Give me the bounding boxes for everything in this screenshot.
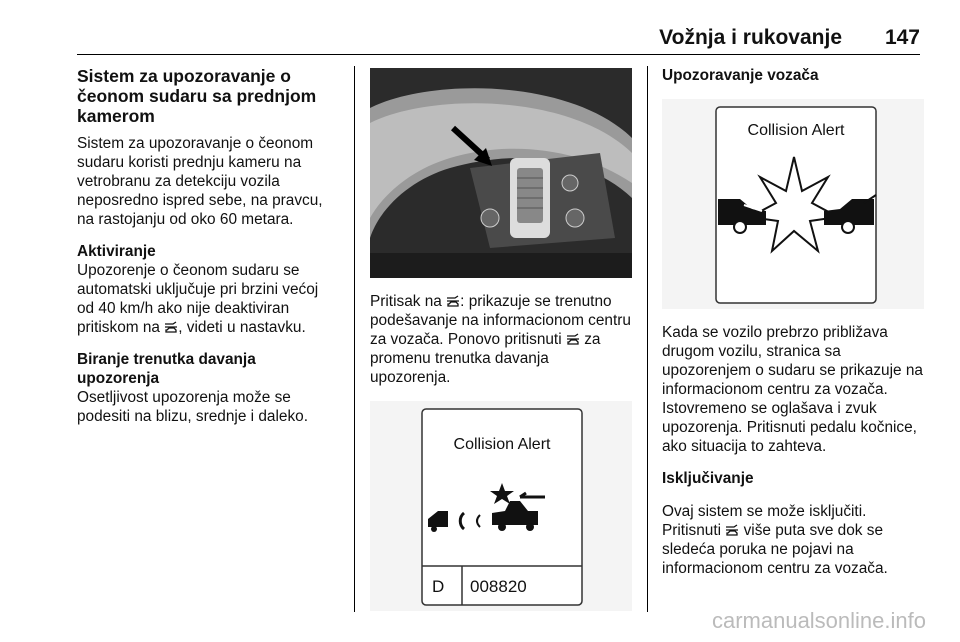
activation-paragraph [77,261,339,337]
display-setting-label: D [432,577,445,596]
car-distance-icon [566,333,580,346]
page-header [77,26,920,55]
section-title: Vožnja i rukovanje [659,26,842,49]
section-heading: Sistem za upozoravanje o čeonom sudaru sa prednjom kamerom [77,66,317,126]
display-setting-value: 008820 [470,577,527,596]
alert-setting-display [370,401,632,611]
off-text: više puta sve dok se sledeća poruka ne pojavi na informacionom centru za vozača. [662,522,888,577]
car-distance-icon [446,295,460,308]
middle-column [370,66,632,611]
watermark: carmanualsonline.info [711,608,926,633]
display-title: Collision Alert [453,436,551,453]
timing-paragraph: Osetljivost upozorenja može se podesiti na blizu, srednje i daleko. [77,389,309,425]
page-number: 147 [884,26,920,49]
intro-paragraph: Sistem za upozoravanje o čeonom sudaru koristi prednju kameru na vetrobranu za detekciju vozila neposredno ispred sebe, na pravcu, na rastojanju od oko 60 metara. [77,135,323,228]
off-text: Pritisnuti [662,522,722,539]
caption-text: : prikazuje se trenutno podešavanje na informacionom centru za vozača. Ponovo pritisnuti [370,293,631,348]
activation-text-end: , videti u nastavku. [178,319,306,336]
off-heading: Isključivanje [662,470,754,487]
warning-heading: Upozoravanje vozača [662,67,819,84]
collision-alert-display [662,99,924,309]
activation-heading: Aktiviranje [77,243,156,260]
column-divider [354,66,355,612]
caption-text: za promenu trenutka davanja upozorenja. [370,331,601,386]
warning-paragraph: Kada se vozilo prebrzo približava drugom vozilu, stranica sa upozorenjem o sudaru se prikazuje na informacionom centru za vozača. Istovremeno se oglašava i zvuk upozorenja. Pritisnuti pedalu kočnice, ako situacija to zahteva. [662,324,923,455]
timing-heading: Biranje trenutka davanja upozorenja [77,351,256,387]
column-divider [647,66,648,612]
off-text-line2 [662,521,924,578]
off-text-line1: Ovaj sistem se može isključiti. [662,503,867,520]
left-column [77,66,339,439]
display-title: Collision Alert [747,122,845,139]
car-distance-icon [164,321,178,334]
steering-wheel-illustration [370,68,632,278]
activation-text: Upozorenje o čeonom sudaru se automatski uključuje pri brzini većoj od 40 km/h ako nije deaktiviran pritiskom na [77,262,319,336]
car-distance-icon [725,524,739,537]
right-column [662,66,924,578]
caption-paragraph [370,292,632,387]
caption-text: Pritisak na [370,293,442,310]
